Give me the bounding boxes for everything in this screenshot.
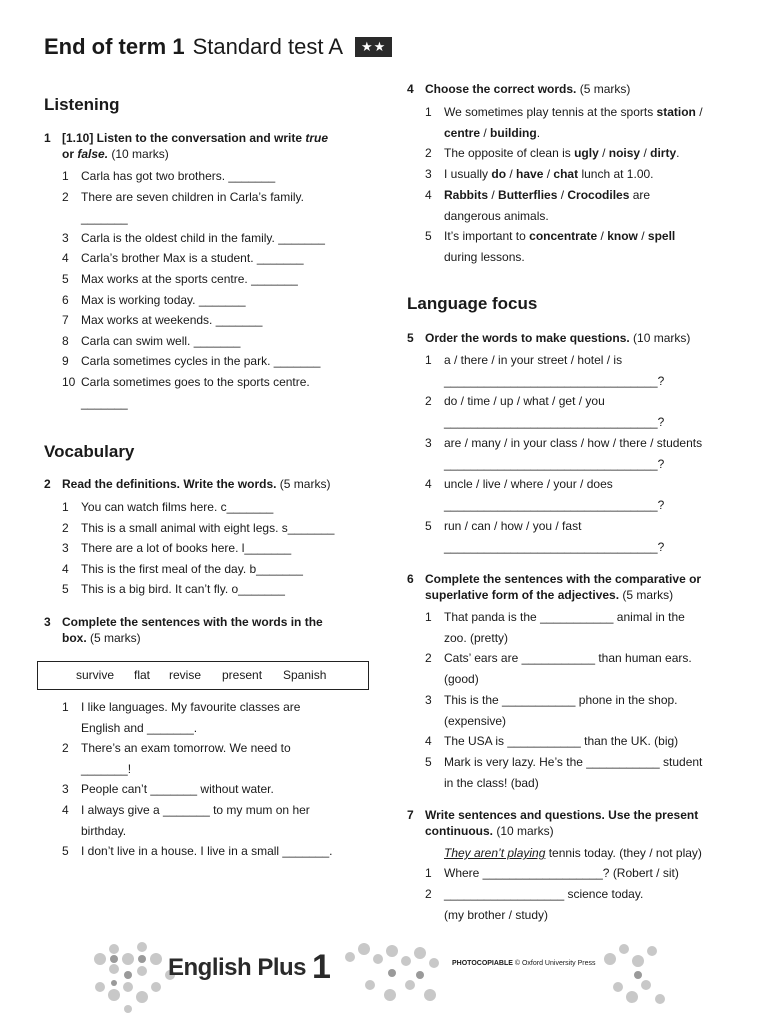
item-text: Carla’s brother Max is a student. _______ <box>81 251 304 266</box>
item-text: The USA is ___________ than the UK. (big) <box>444 734 679 749</box>
item-text: I always give a _______ to my mum on her <box>81 803 310 817</box>
question-number: 4 <box>407 82 414 96</box>
question-6-instruction <box>425 571 745 603</box>
item-text: Carla sometimes cycles in the park. _______ <box>81 354 321 369</box>
item-text-segment: / <box>695 105 703 119</box>
item-number: 1 <box>425 105 432 119</box>
marks-label: (10 marks) <box>493 824 554 838</box>
question-number: 3 <box>44 615 51 629</box>
instruction-text: [1.10] Listen to the conversation and write <box>62 131 306 145</box>
word-box-item: present <box>222 668 263 682</box>
instruction-text: Order the words to make questions. <box>425 331 630 345</box>
question-number: 5 <box>407 331 414 345</box>
page-title <box>44 34 392 60</box>
item-text: Carla can swim well. _______ <box>81 333 241 348</box>
instruction-italic: false. <box>77 147 109 161</box>
item-text: This is a big bird. It can’t fly. o_______ <box>81 582 285 597</box>
question-5-instruction <box>425 330 745 346</box>
item-text-segment: dangerous animals. <box>444 208 549 223</box>
item-text-continued: English and _______. <box>81 721 198 735</box>
title-bold: End of term 1 <box>44 34 185 59</box>
choice-option: centre <box>444 126 481 140</box>
instruction-text: Complete the sentences with the words in the <box>62 615 323 629</box>
choice-option: dirty <box>650 146 677 161</box>
question-number: 2 <box>44 477 51 491</box>
marks-label: (10 marks) <box>629 331 691 345</box>
item-text: Mark is very lazy. He’s the ___________ student <box>444 754 703 769</box>
item-number: 2 <box>62 520 69 535</box>
item-text-continued <box>444 206 549 227</box>
choice-option: concentrate <box>529 229 598 244</box>
instruction-text: Read the definitions. Write the words. <box>62 477 277 491</box>
choice-option: noisy <box>608 146 641 161</box>
item-text: Carla is the oldest child in the family. _______ <box>81 230 325 245</box>
item-number: 4 <box>425 187 432 202</box>
word-box-item: Spanish <box>283 668 327 682</box>
question-7-instruction <box>425 807 745 839</box>
item-number: 2 <box>425 886 432 901</box>
choice-option: Crocodiles <box>567 187 630 202</box>
item-text-continued: ________________________________? <box>444 456 665 471</box>
item-text-continued: in the class! (bad) <box>444 775 539 790</box>
item-text-continued: _______ <box>81 396 128 410</box>
item-number: 5 <box>425 229 432 244</box>
item-text: There are a lot of books here. l_______ <box>81 541 292 556</box>
item-number: 1 <box>62 700 69 714</box>
item-text-continued <box>444 123 540 144</box>
instruction-text: Complete the sentences with the comparative or <box>425 572 702 586</box>
item-text-segment: / <box>640 146 651 161</box>
item-number: 3 <box>425 692 432 707</box>
instruction-text: continuous. <box>425 824 493 838</box>
item-number: 3 <box>425 167 432 182</box>
item-number: 4 <box>62 561 69 576</box>
item-text: This is a small animal with eight legs. s_______ <box>81 520 335 535</box>
item-number: 3 <box>62 782 69 797</box>
item-text: Carla sometimes goes to the sports centre. <box>81 375 310 389</box>
item-number: 5 <box>62 844 69 859</box>
question-number: 6 <box>407 572 414 586</box>
item-text-segment: . <box>676 146 680 161</box>
item-text: There’s an exam tomorrow. We need to <box>81 741 291 756</box>
item-text: This is the first meal of the day. b_______ <box>81 561 303 576</box>
item-text: I don’t live in a house. I live in a small _______. <box>81 844 333 859</box>
item-text-segment: / <box>637 229 648 244</box>
marks-label: (5 marks) <box>619 588 674 602</box>
item-text: Max works at weekends. _______ <box>81 313 263 328</box>
item-number: 6 <box>62 292 69 307</box>
item-number: 5 <box>62 582 69 597</box>
question-1-instruction <box>62 130 362 162</box>
item-text <box>444 143 679 164</box>
item-number: 2 <box>425 146 432 161</box>
instruction-text: superlative form of the adjectives. <box>425 588 620 602</box>
choice-option: have <box>516 167 544 182</box>
marks-label: (5 marks) <box>86 631 141 645</box>
item-text: There are seven children in Carla’s family. <box>81 189 304 204</box>
item-text-segment: . <box>536 126 541 140</box>
choice-option: do <box>491 167 507 182</box>
instruction-text: or <box>62 147 78 161</box>
difficulty-stars-badge: ★★ <box>355 37 392 57</box>
item-text-continued: ________________________________? <box>444 498 665 513</box>
item-text-segment: / <box>598 146 609 161</box>
item-text-continued: _______! <box>81 762 132 777</box>
item-text <box>444 226 675 247</box>
choice-option: station <box>656 105 696 119</box>
item-number: 9 <box>62 354 69 369</box>
item-text: do / time / up / what / get / you <box>444 394 605 409</box>
item-text: Where __________________? (Robert / sit) <box>444 866 679 880</box>
item-text: You can watch films here. c_______ <box>81 500 274 514</box>
item-text: Max is working today. _______ <box>81 292 246 307</box>
word-box <box>37 661 369 690</box>
item-text: run / can / how / you / fast <box>444 518 582 533</box>
item-text: Carla has got two brothers. _______ <box>81 169 276 183</box>
item-text: That panda is the ___________ animal in the <box>444 610 685 624</box>
word-box-item: flat <box>134 668 151 682</box>
item-text-segment: / <box>488 187 499 202</box>
word-box-item: revise <box>169 668 202 682</box>
section-heading-vocabulary: Vocabulary <box>44 442 135 461</box>
item-text-continued: (expensive) <box>444 713 507 728</box>
item-text-segment: / <box>543 167 554 182</box>
item-number: 4 <box>62 251 69 266</box>
item-text-continued: ________________________________? <box>444 374 665 388</box>
item-number: 4 <box>425 477 432 492</box>
section-heading-listening: Listening <box>44 95 120 114</box>
marks-label: (5 marks) <box>576 82 631 96</box>
item-number: 2 <box>62 741 69 756</box>
item-text-continued: ________________________________? <box>444 415 665 430</box>
item-number: 2 <box>425 651 432 666</box>
question-number: 7 <box>407 808 414 822</box>
question-number: 1 <box>44 131 51 145</box>
example-answer: They aren’t playing <box>444 846 546 860</box>
choice-option: know <box>607 229 638 244</box>
choice-option: chat <box>553 167 579 182</box>
item-number: 3 <box>62 541 69 556</box>
question-3-instruction <box>62 614 362 646</box>
footer-copyright <box>452 960 596 967</box>
item-number: 4 <box>425 734 432 749</box>
footer-logo: English Plus <box>168 954 307 981</box>
marks-label: (10 marks) <box>108 147 169 161</box>
example-rest: tennis today. (they / not play) <box>545 846 702 860</box>
item-text-segment: are <box>629 187 651 202</box>
instruction-text: Write sentences and questions. Use the present <box>425 808 699 822</box>
instruction-text: box. <box>62 631 87 645</box>
item-text <box>444 164 654 185</box>
item-text-segment: lunch at 1.00. <box>578 167 654 182</box>
item-text-segment: / <box>480 126 491 140</box>
item-number: 1 <box>425 866 432 880</box>
item-number: 5 <box>425 754 432 769</box>
item-number: 5 <box>425 518 432 533</box>
section-heading-language-focus: Language focus <box>407 294 538 313</box>
choice-option: ugly <box>574 146 599 161</box>
item-text-continued: (my brother / study) <box>444 907 549 922</box>
item-text: uncle / live / where / your / does <box>444 477 613 492</box>
item-text-continued: (good) <box>444 672 479 687</box>
title-subtitle: Standard test A <box>192 34 344 59</box>
choice-option: Rabbits <box>444 187 489 202</box>
item-text: People can’t _______ without water. <box>81 782 274 797</box>
item-number: 4 <box>62 803 69 817</box>
question-4-instruction <box>425 81 745 97</box>
item-text-continued: _______ <box>81 210 128 225</box>
choice-option: spell <box>647 229 676 244</box>
item-number: 7 <box>62 313 69 328</box>
item-text: Max works at the sports centre. _______ <box>81 272 298 286</box>
item-number: 2 <box>62 189 69 204</box>
item-number: 10 <box>62 375 76 389</box>
item-text: I like languages. My favourite classes are <box>81 700 301 714</box>
item-text: a / there / in your street / hotel / is <box>444 353 623 367</box>
instruction-italic: true <box>305 131 329 145</box>
item-text-segment: during lessons. <box>444 250 525 265</box>
item-text-continued: ________________________________? <box>444 539 665 554</box>
item-text: __________________ science today. <box>444 886 644 901</box>
item-text <box>444 102 703 123</box>
item-text-segment: I usually <box>444 167 492 182</box>
choice-option: Butterflies <box>498 187 558 202</box>
item-number: 1 <box>425 353 432 367</box>
item-number: 8 <box>62 333 69 348</box>
word-box-item: survive <box>76 668 115 682</box>
instruction-text: Choose the correct words. <box>425 82 577 96</box>
item-text: This is the ___________ phone in the shop. <box>444 692 678 707</box>
item-number: 1 <box>425 610 432 624</box>
item-text: are / many / in your class / how / there / students <box>444 435 703 450</box>
marks-label: (5 marks) <box>276 477 331 491</box>
item-text: Cats’ ears are ___________ than human ears. <box>444 651 692 666</box>
item-number: 1 <box>62 500 69 514</box>
item-text-segment: We sometimes play tennis at the sports <box>444 105 657 119</box>
photocopiable-label: PHOTOCOPIABLE <box>452 960 513 967</box>
item-number: 3 <box>425 435 432 450</box>
copyright-label: © Oxford University Press <box>512 960 596 967</box>
item-number: 5 <box>62 272 69 286</box>
item-text <box>444 185 650 206</box>
item-text-segment: The opposite of clean is <box>444 146 575 161</box>
item-number: 3 <box>62 230 69 245</box>
item-text-segment: / <box>557 187 568 202</box>
item-text-continued: birthday. <box>81 824 127 838</box>
choice-option: building <box>490 126 537 140</box>
item-text-segment: / <box>597 229 608 244</box>
item-number: 1 <box>62 169 69 183</box>
item-text-segment: It’s important to <box>444 229 530 244</box>
question-2-instruction <box>62 476 362 492</box>
item-text-continued: zoo. (pretty) <box>444 631 509 645</box>
item-text-segment: / <box>506 167 517 182</box>
item-text-continued <box>444 247 525 268</box>
footer-level-number: 1 <box>312 948 331 986</box>
item-number: 2 <box>425 394 432 409</box>
